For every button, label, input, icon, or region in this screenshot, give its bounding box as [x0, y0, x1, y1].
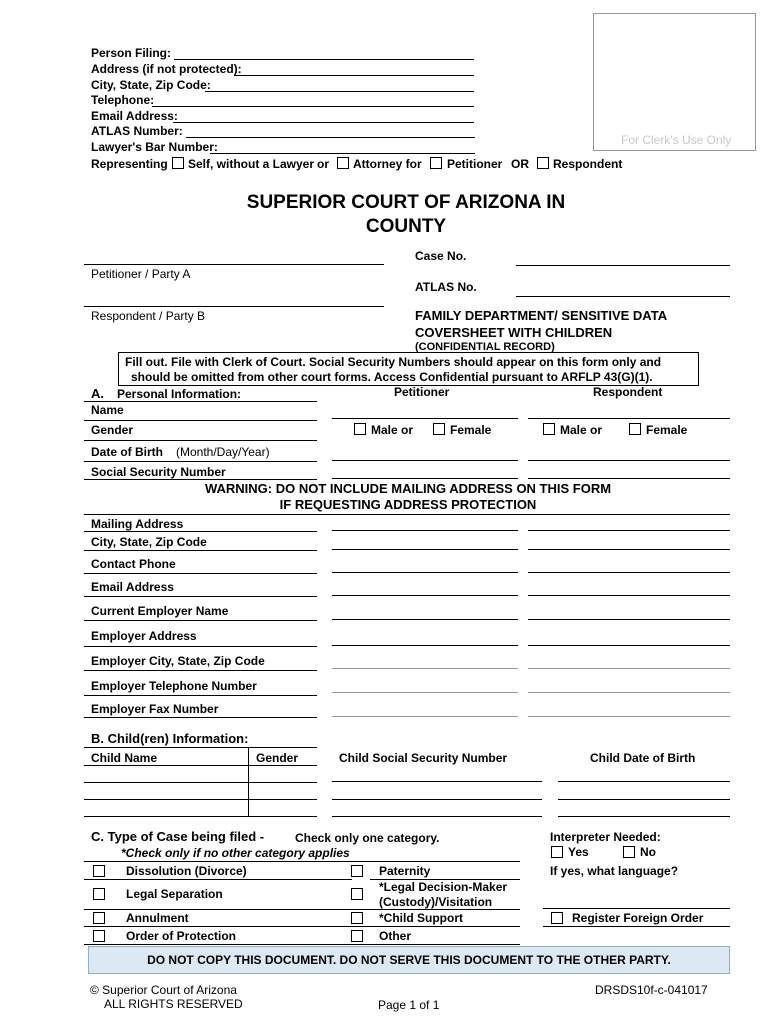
respondent-mailing-line[interactable]	[528, 530, 730, 531]
paternity-checkbox[interactable]	[351, 865, 363, 877]
copyright-text: © Superior Court of Arizona	[90, 983, 237, 997]
child-row-3-ssn-line[interactable]	[332, 816, 542, 817]
ssn-row-line	[84, 479, 317, 480]
self-checkbox[interactable]	[172, 157, 184, 169]
employer-row-line	[84, 620, 317, 621]
respondent-employer-city-line[interactable]	[528, 668, 730, 669]
col-petitioner: Petitioner	[394, 385, 450, 399]
child-name-header: Child Name	[91, 751, 158, 765]
name-label: Name	[91, 403, 124, 417]
notice-text: DO NOT COPY THIS DOCUMENT. DO NOT SERVE THIS DOCUMENT TO THE OTHER PARTY.	[147, 953, 671, 967]
employer-phone-label: Employer Telephone Number	[91, 679, 257, 693]
col-respondent: Respondent	[593, 385, 663, 399]
petitioner-name-line[interactable]	[332, 418, 518, 419]
respondent-dob-line[interactable]	[528, 460, 730, 461]
other-label: Other	[379, 929, 412, 943]
page-number: Page 1 of 1	[378, 998, 440, 1012]
respondent-employer-phone-line[interactable]	[528, 692, 730, 693]
mailing-label: Mailing Address	[91, 517, 184, 531]
legal-separation-checkbox[interactable]	[93, 888, 105, 900]
child-gender-header: Gender	[256, 751, 299, 765]
telephone-label: Telephone:	[91, 93, 155, 107]
petitioner-female-checkbox[interactable]	[433, 423, 445, 435]
paternity-label: Paternity	[379, 864, 431, 878]
petitioner-checkbox[interactable]	[430, 157, 442, 169]
party-b-line[interactable]	[84, 306, 384, 307]
petitioner-female-label: Female	[450, 423, 492, 437]
petitioner-employer-address-line[interactable]	[332, 645, 518, 646]
petitioner-employer-fax-line[interactable]	[332, 716, 518, 717]
rights-text: ALL RIGHTS RESERVED	[104, 997, 243, 1011]
respondent-employer-line[interactable]	[528, 619, 730, 620]
employer-city-row-line	[84, 670, 317, 671]
child-ssn-header: Child Social Security Number	[339, 751, 508, 765]
name-row-line	[84, 420, 317, 421]
child-support-label: *Child Support	[379, 911, 463, 925]
bar-number-label: Lawyer's Bar Number:	[91, 140, 218, 154]
section-b-title-underline	[84, 747, 317, 748]
employer-label: Current Employer Name	[91, 604, 229, 618]
petitioner-male-label: Male or	[371, 423, 414, 437]
legal-decision-label-2: (Custody)/Visitation	[379, 895, 493, 909]
mailing-row-line	[84, 531, 317, 532]
child-row-1-dob-line[interactable]	[558, 781, 730, 782]
child-support-checkbox[interactable]	[351, 912, 363, 924]
warning-line2: IF REQUESTING ADDRESS PROTECTION	[279, 497, 537, 512]
respondent-email-line[interactable]	[528, 595, 730, 596]
child-row-2-ssn-line[interactable]	[332, 799, 542, 800]
order-protection-checkbox[interactable]	[93, 930, 105, 942]
language-label: If yes, what language?	[550, 864, 679, 878]
respondent-employer-fax-line[interactable]	[528, 716, 730, 717]
atlas-number-line[interactable]	[186, 137, 475, 138]
employer-address-label: Employer Address	[91, 629, 197, 643]
attorney-checkbox[interactable]	[337, 157, 349, 169]
child-row-2-line[interactable]	[84, 799, 317, 800]
foreign-order-checkbox[interactable]	[551, 912, 563, 924]
phone-label: Contact Phone	[91, 557, 176, 571]
interpreter-label: Interpreter Needed:	[550, 830, 661, 844]
interpreter-no-label: No	[640, 845, 656, 859]
phone-row-line	[84, 573, 317, 574]
respondent-employer-address-line[interactable]	[528, 645, 730, 646]
child-row-2-dob-line[interactable]	[558, 799, 730, 800]
email-row-line	[84, 596, 317, 597]
atlas-no-label: ATLAS No.	[415, 280, 477, 294]
respondent-female-checkbox[interactable]	[629, 423, 641, 435]
employer-fax-label: Employer Fax Number	[91, 702, 219, 716]
party-a-line[interactable]	[84, 264, 384, 265]
or-upper-label: OR	[511, 157, 529, 171]
confidential-label: (CONFIDENTIAL RECORD)	[415, 341, 555, 353]
section-b-title: B. Child(ren) Information:	[91, 731, 249, 746]
form-code: DRSDS10f-c-041017	[595, 983, 708, 997]
category-note: *Check only if no other category applies	[121, 846, 350, 860]
case-no-line[interactable]	[516, 265, 730, 266]
respondent-checkbox[interactable]	[537, 157, 549, 169]
coversheet-title: FAMILY DEPARTMENT/ SENSITIVE DATA	[415, 308, 668, 323]
city-state-zip-label: City, State, Zip Code:	[91, 78, 211, 92]
respondent-label: Respondent	[553, 157, 623, 171]
section-a-letter: A.	[91, 386, 104, 401]
self-label: Self, without a Lawyer	[188, 157, 315, 171]
annulment-row-line	[84, 926, 520, 927]
section-c-title: C. Type of Case being filed -	[91, 829, 265, 844]
dissolution-row-line	[84, 879, 352, 880]
case-type-top-line	[84, 861, 520, 862]
petitioner-phone-line[interactable]	[332, 572, 518, 573]
petitioner-ssn-line[interactable]	[332, 478, 518, 479]
child-row-1-ssn-line[interactable]	[332, 781, 542, 782]
legal-separation-label: Legal Separation	[126, 887, 223, 901]
or-label: or	[317, 157, 329, 171]
employer-fax-row-line	[84, 717, 317, 718]
party-b-label: Respondent / Party B	[91, 309, 206, 323]
warning-line1: WARNING: DO NOT INCLUDE MAILING ADDRESS ON THIS FORM	[204, 481, 612, 496]
interpreter-yes-label: Yes	[568, 845, 589, 859]
check-one-label: Check only one category.	[295, 831, 440, 845]
instructions-line1: Fill out. File with Clerk of Court. Social Security Numbers should appear on this form only and	[125, 355, 662, 369]
email-line[interactable]	[173, 122, 474, 123]
section-a-title-underline	[84, 401, 317, 402]
petitioner-city-line[interactable]	[332, 549, 518, 550]
other-checkbox[interactable]	[351, 930, 363, 942]
atlas-no-line[interactable]	[516, 296, 730, 297]
respondent-ssn-line[interactable]	[528, 478, 730, 479]
telephone-line[interactable]	[152, 106, 474, 107]
annulment-checkbox[interactable]	[93, 912, 105, 924]
address-label: Address (if not protected):	[91, 62, 242, 76]
interpreter-yes-checkbox[interactable]	[551, 846, 563, 858]
coversheet-subtitle: COVERSHEET WITH CHILDREN	[415, 325, 613, 340]
employer-address-row-line	[84, 646, 317, 647]
dob-row-line	[84, 461, 317, 462]
language-line[interactable]	[543, 908, 730, 909]
petitioner-label: Petitioner	[447, 157, 503, 171]
case-type-bottom-line	[84, 944, 520, 945]
attorney-for-label: Attorney for	[353, 157, 422, 171]
ssn-label: Social Security Number	[91, 465, 226, 479]
foreign-order-row-line	[543, 926, 730, 927]
petitioner-mailing-line[interactable]	[332, 530, 518, 531]
foreign-order-label: Register Foreign Order	[572, 911, 704, 925]
case-no-label: Case No.	[415, 249, 467, 263]
city-label: City, State, Zip Code	[91, 535, 207, 549]
court-county: COUNTY	[365, 216, 447, 237]
respondent-male-label: Male or	[560, 423, 603, 437]
dissolution-label: Dissolution (Divorce)	[126, 864, 247, 878]
petitioner-employer-city-line[interactable]	[332, 668, 518, 669]
dob-hint: (Month/Day/Year)	[176, 445, 270, 459]
party-a-label: Petitioner / Party A	[91, 267, 191, 281]
dob-label: Date of Birth	[91, 445, 163, 459]
legal-separation-row-line	[84, 909, 520, 910]
city-row-line	[84, 550, 317, 551]
email-address-label: Email Address	[91, 580, 174, 594]
petitioner-employer-line[interactable]	[332, 619, 518, 620]
petitioner-dob-line[interactable]	[332, 460, 518, 461]
address-line[interactable]	[234, 75, 474, 76]
child-row-3-dob-line[interactable]	[558, 816, 730, 817]
annulment-label: Annulment	[126, 911, 189, 925]
person-filing-line[interactable]	[174, 59, 474, 60]
representing-label: Representing	[91, 157, 168, 171]
employer-city-label: Employer City, State, Zip Code	[91, 654, 265, 668]
petitioner-male-checkbox[interactable]	[354, 423, 366, 435]
atlas-number-label: ATLAS Number:	[91, 124, 183, 138]
respondent-city-line[interactable]	[528, 549, 730, 550]
warning-row-line	[84, 514, 730, 515]
section-a-title: Personal Information:	[117, 387, 242, 401]
respondent-female-label: Female	[646, 423, 688, 437]
bar-number-line[interactable]	[210, 153, 475, 154]
order-protection-label: Order of Protection	[126, 929, 237, 943]
instructions-line2: should be omitted from other court forms. Access Confidential pursuant to ARFLP 43(G)(1).	[131, 370, 653, 384]
gender-row-line	[84, 440, 317, 441]
child-row-1-line[interactable]	[84, 782, 317, 783]
child-header-line	[84, 765, 317, 766]
petitioner-employer-phone-line[interactable]	[332, 692, 518, 693]
child-row-3-line[interactable]	[84, 816, 317, 817]
clerk-use-label: For Clerk's Use Only	[621, 133, 732, 147]
person-filing-label: Person Filing:	[91, 46, 172, 60]
employer-phone-row-line	[84, 695, 317, 696]
legal-decision-checkbox[interactable]	[351, 888, 363, 900]
clerk-use-box	[593, 13, 756, 151]
legal-decision-label-1: *Legal Decision-Maker	[379, 880, 508, 894]
respondent-name-line[interactable]	[528, 418, 730, 419]
city-state-zip-line[interactable]	[205, 91, 474, 92]
respondent-phone-line[interactable]	[528, 572, 730, 573]
dissolution-checkbox[interactable]	[93, 865, 105, 877]
child-dob-header: Child Date of Birth	[590, 751, 696, 765]
petitioner-email-line[interactable]	[332, 595, 518, 596]
interpreter-no-checkbox[interactable]	[623, 846, 635, 858]
court-title: SUPERIOR COURT OF ARIZONA IN	[246, 192, 566, 213]
respondent-male-checkbox[interactable]	[543, 423, 555, 435]
gender-label: Gender	[91, 423, 134, 437]
email-label: Email Address:	[91, 109, 178, 123]
